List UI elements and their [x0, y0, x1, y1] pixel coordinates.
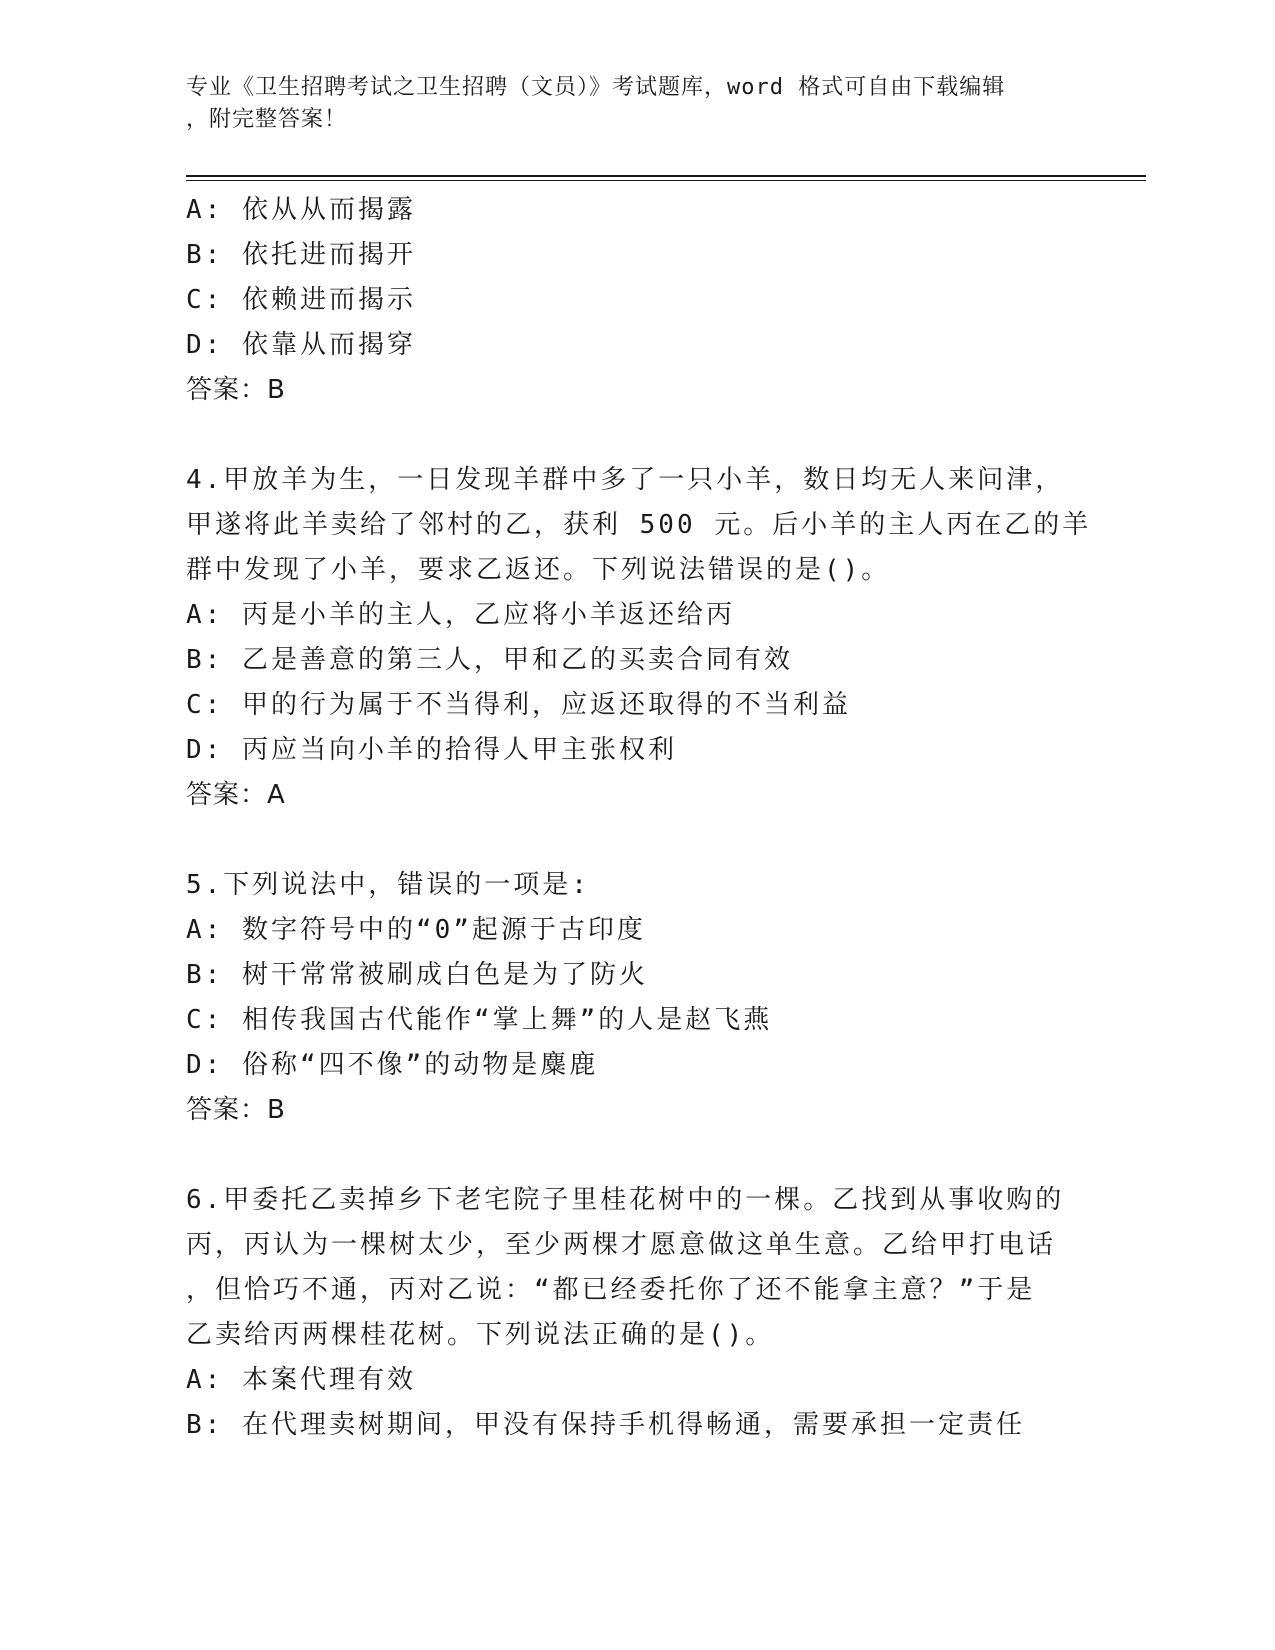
- stem-line: 5.下列说法中，错误的一项是:: [186, 870, 590, 900]
- option-d: D: 丙应当向小羊的拾得人甲主张权利: [186, 735, 677, 765]
- header-divider-thin: [186, 180, 1146, 181]
- question-list: [186, 188, 1092, 1448]
- spacer: [186, 818, 1086, 863]
- option-c: C: 甲的行为属于不当得利，应返还取得的不当利益: [186, 690, 851, 720]
- option-a: A: 数字符号中的“0”起源于古印度: [186, 915, 646, 945]
- option-b: B: 依托进而揭开: [186, 240, 416, 270]
- stem-line: 6.甲委托乙卖掉乡下老宅院子里桂花树中的一棵。乙找到从事收购的: [186, 1185, 1065, 1215]
- page-header: [186, 72, 1086, 136]
- header-line-2: ，附完整答案！: [186, 107, 348, 132]
- question-stem: [186, 863, 1086, 908]
- question-stem: [186, 458, 1092, 593]
- option-d: D: 俗称“四不像”的动物是麋鹿: [186, 1050, 599, 1080]
- answer-line: 答案：B: [186, 375, 286, 405]
- stem-line: 乙卖给丙两棵桂花树。下列说法正确的是()。: [186, 1320, 775, 1350]
- option-b: B: 树干常常被刷成白色是为了防火: [186, 960, 648, 990]
- option-a: A: 本案代理有效: [186, 1365, 416, 1395]
- stem-line: 群中发现了小羊，要求乙返还。下列说法错误的是()。: [186, 555, 891, 585]
- option-b: B: 在代理卖树期间，甲没有保持手机得畅通，需要承担一定责任: [186, 1410, 1025, 1440]
- option-c: C: 依赖进而揭示: [186, 285, 416, 315]
- option-a: A: 丙是小羊的主人，乙应将小羊返还给丙: [186, 600, 735, 630]
- answer-line: 答案：A: [186, 780, 286, 810]
- option-d: D: 依靠从而揭穿: [186, 330, 416, 360]
- question-5: [186, 863, 1086, 1133]
- question-6: [186, 1178, 1086, 1448]
- answer-line: 答案：B: [186, 1095, 286, 1125]
- question-stem: [186, 1178, 1086, 1358]
- spacer: [186, 1133, 1086, 1178]
- question-4: [186, 458, 1092, 818]
- stem-line: 甲遂将此羊卖给了邻村的乙，获利 500 元。后小羊的主人丙在乙的羊: [186, 510, 1092, 540]
- spacer: [186, 413, 1086, 458]
- header-line-1: 专业《卫生招聘考试之卫生招聘（文员）》考试题库，word 格式可自由下载编辑: [186, 75, 1006, 100]
- stem-line: 4.甲放羊为生，一日发现羊群中多了一只小羊，数日均无人来问津，: [186, 465, 1065, 495]
- option-b: B: 乙是善意的第三人，甲和乙的买卖合同有效: [186, 645, 793, 675]
- question-3: [186, 188, 1086, 413]
- option-c: C: 相传我国古代能作“掌上舞”的人是赵飞燕: [186, 1005, 773, 1035]
- header-divider-thick: [186, 175, 1146, 177]
- option-a: A: 依从从而揭露: [186, 195, 416, 225]
- stem-line: ，但恰巧不通，丙对乙说：“都已经委托你了还不能拿主意？”于是: [186, 1275, 1036, 1305]
- stem-line: 丙，丙认为一棵树太少，至少两棵才愿意做这单生意。乙给甲打电话: [186, 1230, 1057, 1260]
